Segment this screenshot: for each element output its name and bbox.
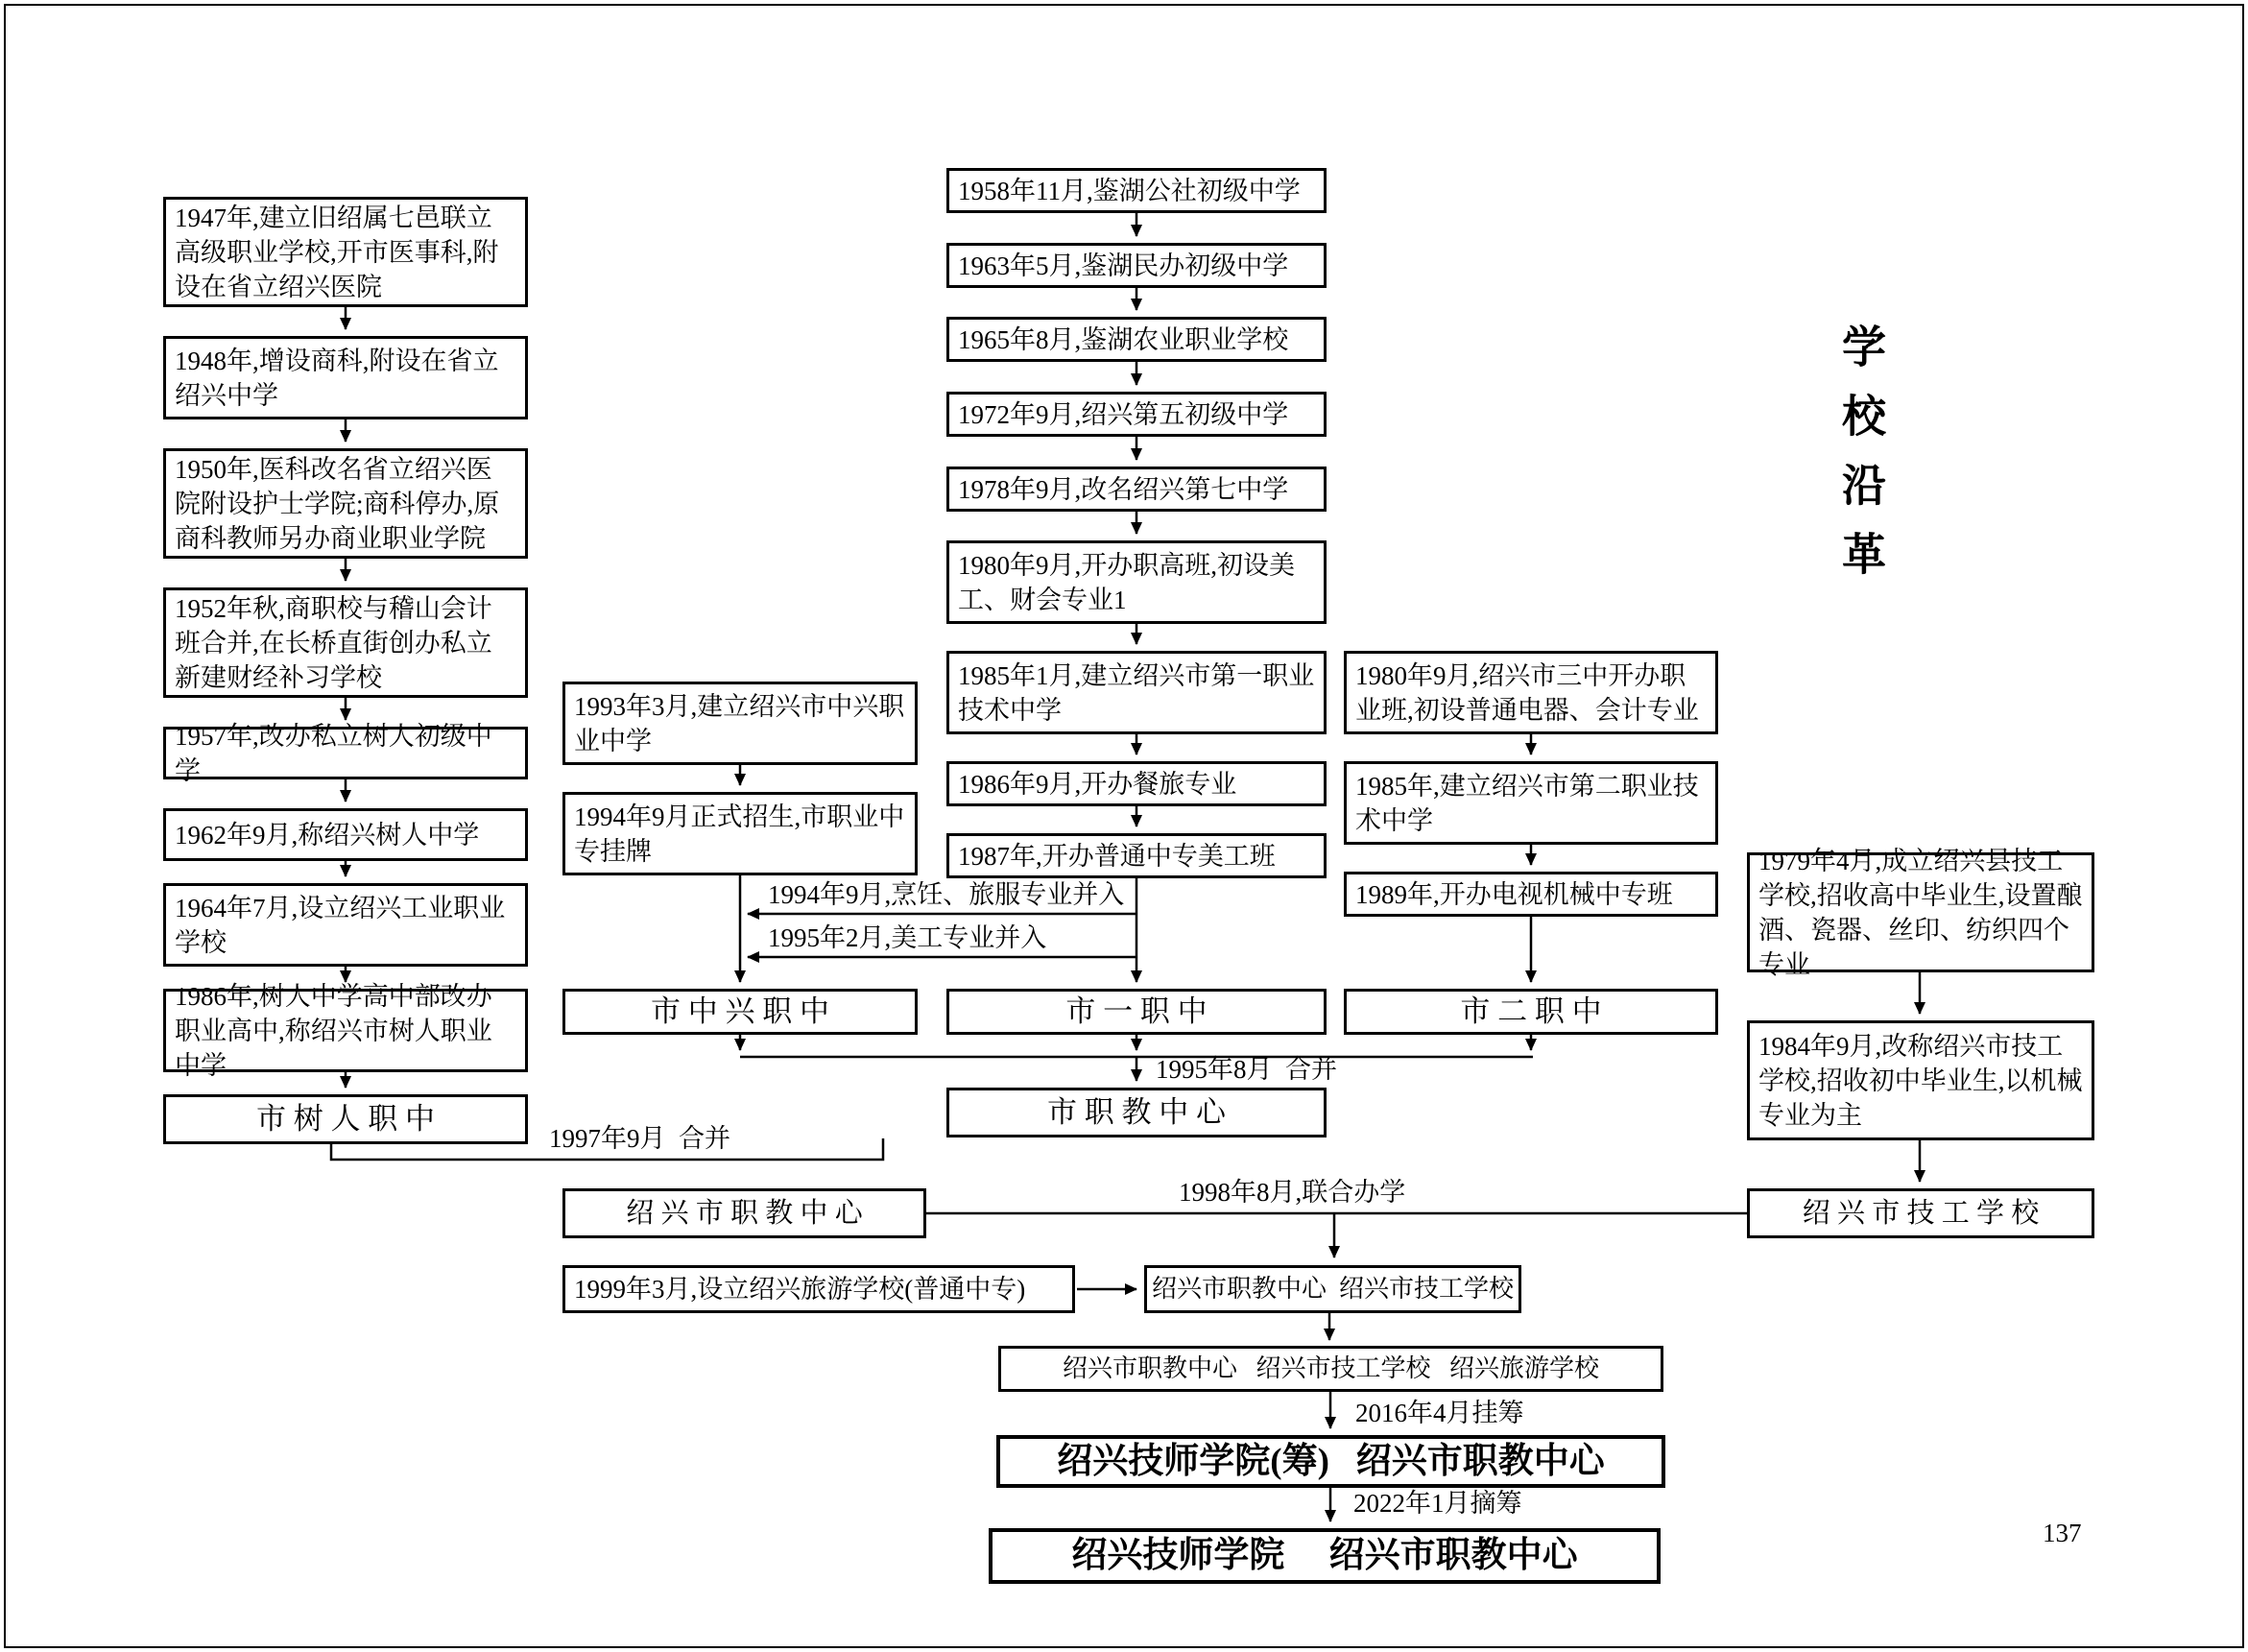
node-text: 1952年秋,商职校与稽山会计班合并,在长桥直街创办私立新建财经补习学校 <box>175 593 492 692</box>
node-1962-shuren-middle <box>163 808 528 861</box>
node-text: 1950年,医科改名省立绍兴医院附设护士学院;商科停办,原商科教师另办商业职业学院 <box>175 454 500 553</box>
node-1979-county-technical-school <box>1747 846 2094 979</box>
node-city-vocational-education-center <box>946 1088 1327 1137</box>
node-1985-second-vocational <box>1344 761 1718 845</box>
node-1978-seventh-middle <box>946 467 1327 512</box>
node-1964-industrial-school <box>163 883 528 967</box>
node-text: 1989年,开办电视机械中专班 <box>1355 879 1673 909</box>
node-text: 1948年,增设商科,附设在省立绍兴中学 <box>175 346 499 410</box>
node-second-vocational-school <box>1344 989 1718 1035</box>
node-text: 1980年9月,开办职高班,初设美工、财会专业1 <box>958 550 1295 614</box>
node-text: 1994年9月正式招生,市职业中专挂牌 <box>574 802 905 866</box>
node-1952-finance-school <box>163 587 528 698</box>
node-text: 1985年1月,建立绍兴市第一职业技术中学 <box>958 660 1315 725</box>
node-1963-jianhu-private <box>946 243 1327 288</box>
page-title: 学校沿革 <box>1836 323 1886 600</box>
page-number: 137 <box>2043 1519 2082 1547</box>
label-merge-1995-art: 1995年2月,美工专业并入 <box>768 923 1047 952</box>
node-text: 1984年9月,改称绍兴市技工学校,招收初中毕业生,以机械专业为主 <box>1758 1031 2083 1130</box>
node-1999-tourism-school <box>562 1265 1075 1313</box>
node-text: 市 职 教 中 心 <box>1047 1095 1226 1129</box>
node-1984-city-technical-school <box>1747 1020 2094 1140</box>
node-text: 1962年9月,称绍兴树人中学 <box>175 820 480 850</box>
node-1993-zhongxing <box>562 682 918 765</box>
node-1957-shuren-junior <box>163 721 528 785</box>
node-text: 市 中 兴 职 中 <box>651 994 829 1028</box>
node-1965-jianhu-agriculture <box>946 317 1327 362</box>
node-text: 1972年9月,绍兴第五初级中学 <box>958 399 1289 429</box>
label-merge-1995-august: 1995年8月 合并 <box>1156 1055 1337 1084</box>
node-text: 1985年,建立绍兴市第二职业技术中学 <box>1355 771 1699 835</box>
node-text: 绍兴市职教中心 绍兴市技工学校 绍兴旅游学校 <box>1062 1354 1599 1382</box>
node-text: 1965年8月,鉴湖农业职业学校 <box>958 324 1289 354</box>
node-1947-founding <box>163 197 528 307</box>
node-technician-college-preparatory <box>996 1435 1665 1488</box>
node-technician-college-final <box>989 1528 1661 1584</box>
node-1980-vocational-classes <box>946 540 1327 624</box>
label-remove-plaque-2022: 2022年1月摘筹 <box>1353 1489 1522 1518</box>
label-merge-1994-culinary: 1994年9月,烹饪、旅服专业并入 <box>768 880 1125 909</box>
node-text: 绍兴技师学院(筹) 绍兴市职教中心 <box>1057 1441 1605 1481</box>
label-joint-schooling-1998: 1998年8月,联合办学 <box>1179 1178 1406 1207</box>
node-text: 1979年4月,成立绍兴县技工学校,招收高中毕业生,设置酿酒、瓷器、丝印、纺织四个专业 <box>1758 846 2083 979</box>
node-1986-shuren-vocational <box>163 981 528 1080</box>
node-first-vocational-school <box>946 989 1327 1035</box>
node-text: 1964年7月,设立绍兴工业职业学校 <box>175 893 506 957</box>
label-hang-plaque-2016: 2016年4月挂筹 <box>1355 1399 1524 1427</box>
node-zhongxing-vocational-school <box>562 989 918 1035</box>
node-1987-art-class <box>946 833 1327 878</box>
node-1994-enrollment <box>562 792 918 875</box>
node-text: 1978年9月,改名绍兴第七中学 <box>958 474 1289 504</box>
node-text: 1958年11月,鉴湖公社初级中学 <box>958 176 1301 205</box>
node-text: 市 一 职 中 <box>1065 994 1208 1028</box>
node-text: 1993年3月,建立绍兴市中兴职业中学 <box>574 691 905 755</box>
node-combined-three-schools <box>998 1346 1663 1392</box>
node-text: 绍兴技师学院 绍兴市职教中心 <box>1071 1536 1578 1575</box>
node-text: 市 树 人 职 中 <box>256 1102 435 1136</box>
node-1950-medical-rename <box>163 448 528 559</box>
node-shaoxing-technical-school <box>1747 1188 2094 1238</box>
node-text: 绍兴市职教中心 绍兴市技工学校 <box>1151 1275 1514 1303</box>
label-merge-1997: 1997年9月 合并 <box>549 1124 730 1153</box>
node-1948-commerce <box>163 336 528 419</box>
node-text: 1947年,建立旧绍属七邑联立高级职业学校,开市医事科,附设在省立绍兴医院 <box>175 203 499 301</box>
node-text: 市 二 职 中 <box>1460 994 1602 1028</box>
node-text: 1987年,开办普通中专美工班 <box>958 841 1276 871</box>
node-1972-fifth-middle <box>946 392 1327 437</box>
node-1958-jianhu-commune <box>946 168 1327 213</box>
node-text: 绍 兴 市 职 教 中 心 <box>626 1198 863 1229</box>
node-text: 1986年,树人中学高中部改办职业高中,称绍兴市树人职业中学 <box>175 981 492 1080</box>
node-text: 绍 兴 市 技 工 学 校 <box>1802 1198 2040 1229</box>
node-text: 1957年,改办私立树人初级中学 <box>175 721 492 785</box>
node-text: 1980年9月,绍兴市三中开办职业班,初设普通电器、会计专业 <box>1355 660 1699 725</box>
node-combined-center-technical <box>1144 1265 1521 1313</box>
node-1980-third-middle-classes <box>1344 651 1718 734</box>
node-text: 1963年5月,鉴湖民办初级中学 <box>958 251 1289 280</box>
node-1986-catering-major <box>946 761 1327 806</box>
node-1989-tv-machinery-class <box>1344 872 1718 917</box>
node-1985-first-vocational <box>946 651 1327 734</box>
node-shuren-vocational-school <box>163 1094 528 1144</box>
node-shaoxing-vocational-education-center <box>562 1188 926 1238</box>
node-text: 1986年9月,开办餐旅专业 <box>958 769 1237 799</box>
node-text: 1999年3月,设立绍兴旅游学校(普通中专) <box>574 1275 1026 1304</box>
